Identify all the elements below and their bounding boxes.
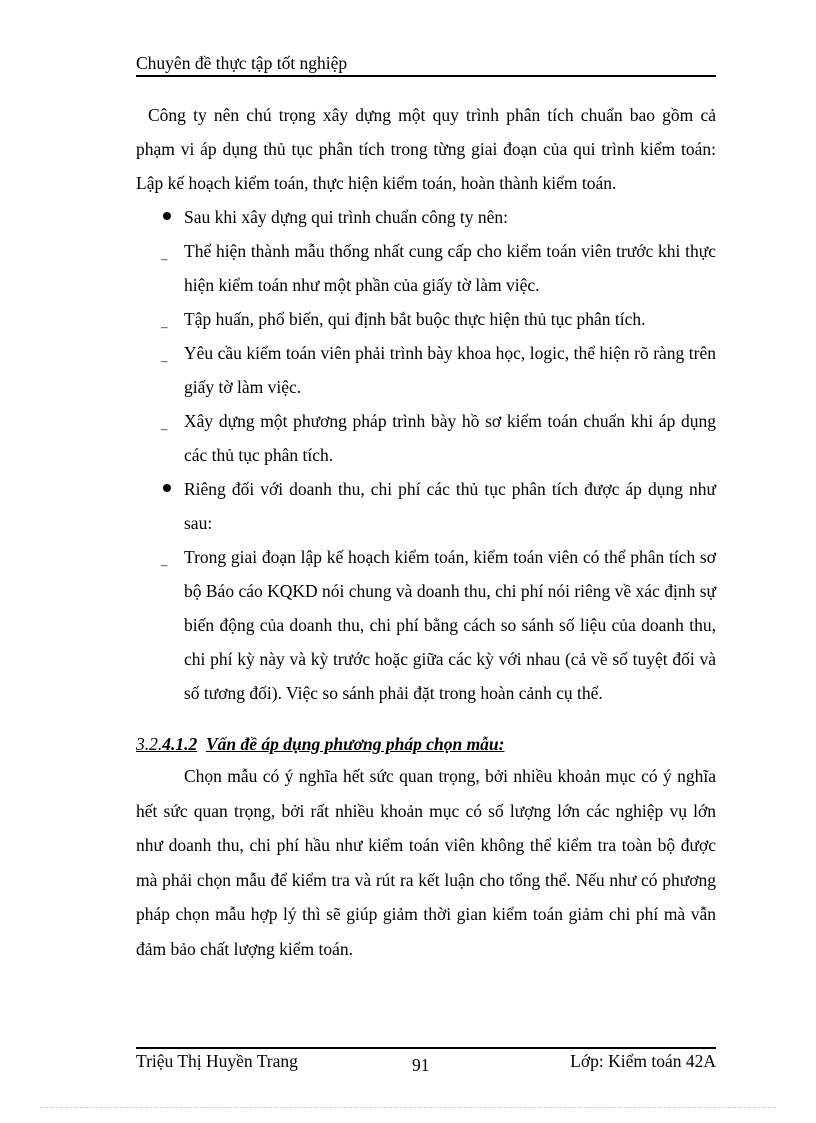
section-paragraph: Chọn mẫu có ý nghĩa hết sức quan trọng, bởi nhiều khoản mục có ý nghĩa hết sức quan trọng, bởi rất nhiều khoản mục có số lượng lớn các nghiệp vụ lớn như doanh thu, chi phí hầu như kiểm toán viên không thể kiểm tra toàn bộ được mà phải chọn mẫu để kiểm tra và rút ra kết luận cho tổng thể. Nếu như có phương pháp chọn mẫu hợp lý thì sẽ giúp giảm thời gian kiểm toán giảm chi phí mà vẫn đảm bảo chất lượng kiểm toán. bbox=[136, 766, 716, 959]
dash-item: – Tập huấn, phổ biến, qui định bắt buộc thực hiện thủ tục phân tích. bbox=[161, 309, 646, 334]
bullet-icon bbox=[163, 484, 171, 492]
header-divider bbox=[136, 75, 716, 77]
section-heading: 3.2.4.1.2 Vấn đề áp dụng phương pháp chọn mẫu: bbox=[136, 734, 505, 754]
dash-icon: – bbox=[161, 557, 168, 572]
footer-class: Lớp: Kiểm toán 42A bbox=[570, 1051, 716, 1071]
page-header bbox=[136, 52, 716, 74]
dash-item: – Yêu cầu kiểm toán viên phải trình bày khoa học, logic, thể hiện rõ ràng trên giấy tờ làm việc. bbox=[161, 343, 716, 397]
bullet-icon bbox=[163, 212, 171, 220]
page-number: 91 bbox=[412, 1055, 430, 1075]
intro-paragraph: Công ty nên chú trọng xây dựng một quy trình phân tích chuẩn bao gồm cả phạm vi áp dụng thủ tục phân tích trong từng giai đoạn của qui trình kiểm toán: Lập kế hoạch kiểm toán, thực hiện kiểm toán, hoàn thành kiểm toán. bbox=[136, 105, 716, 193]
page-break-line bbox=[40, 1107, 776, 1108]
dash-icon: – bbox=[161, 353, 168, 368]
dash-item: – Xây dựng một phương pháp trình bày hồ sơ kiểm toán chuẩn khi áp dụng các thủ tục phân tích. bbox=[161, 411, 716, 465]
dash-icon: – bbox=[161, 319, 168, 334]
footer-author: Triệu Thị Huyền Trang bbox=[136, 1051, 298, 1071]
bullet-item: Sau khi xây dựng qui trình chuẩn công ty nên: bbox=[136, 200, 716, 234]
header-title: Chuyên đề thực tập tốt nghiệp bbox=[136, 53, 348, 73]
dash-icon: – bbox=[161, 421, 168, 436]
dash-icon: – bbox=[161, 251, 168, 266]
page-body bbox=[136, 98, 716, 966]
dash-item: – Thể hiện thành mẫu thống nhất cung cấp cho kiểm toán viên trước khi thực hiện kiểm toán như một phần của giấy tờ làm việc. bbox=[161, 241, 716, 295]
dash-item: – Trong giai đoạn lập kế hoạch kiểm toán, kiểm toán viên có thể phân tích sơ bộ Báo cáo KQKD nói chung và doanh thu, chi phí nói riêng về xác định sự biến động của doanh thu, chi phí bằng cách so sánh số liệu của doanh thu, chi phí kỳ này và kỳ trước hoặc giữa các kỳ với nhau (cả về số tuyệt đối và số tương đối). Việc so sánh phải đặt trong hoàn cảnh cụ thể. bbox=[161, 547, 716, 703]
bullet-item: Riêng đối với doanh thu, chi phí các thủ tục phân tích được áp dụng như sau: bbox=[136, 472, 716, 540]
